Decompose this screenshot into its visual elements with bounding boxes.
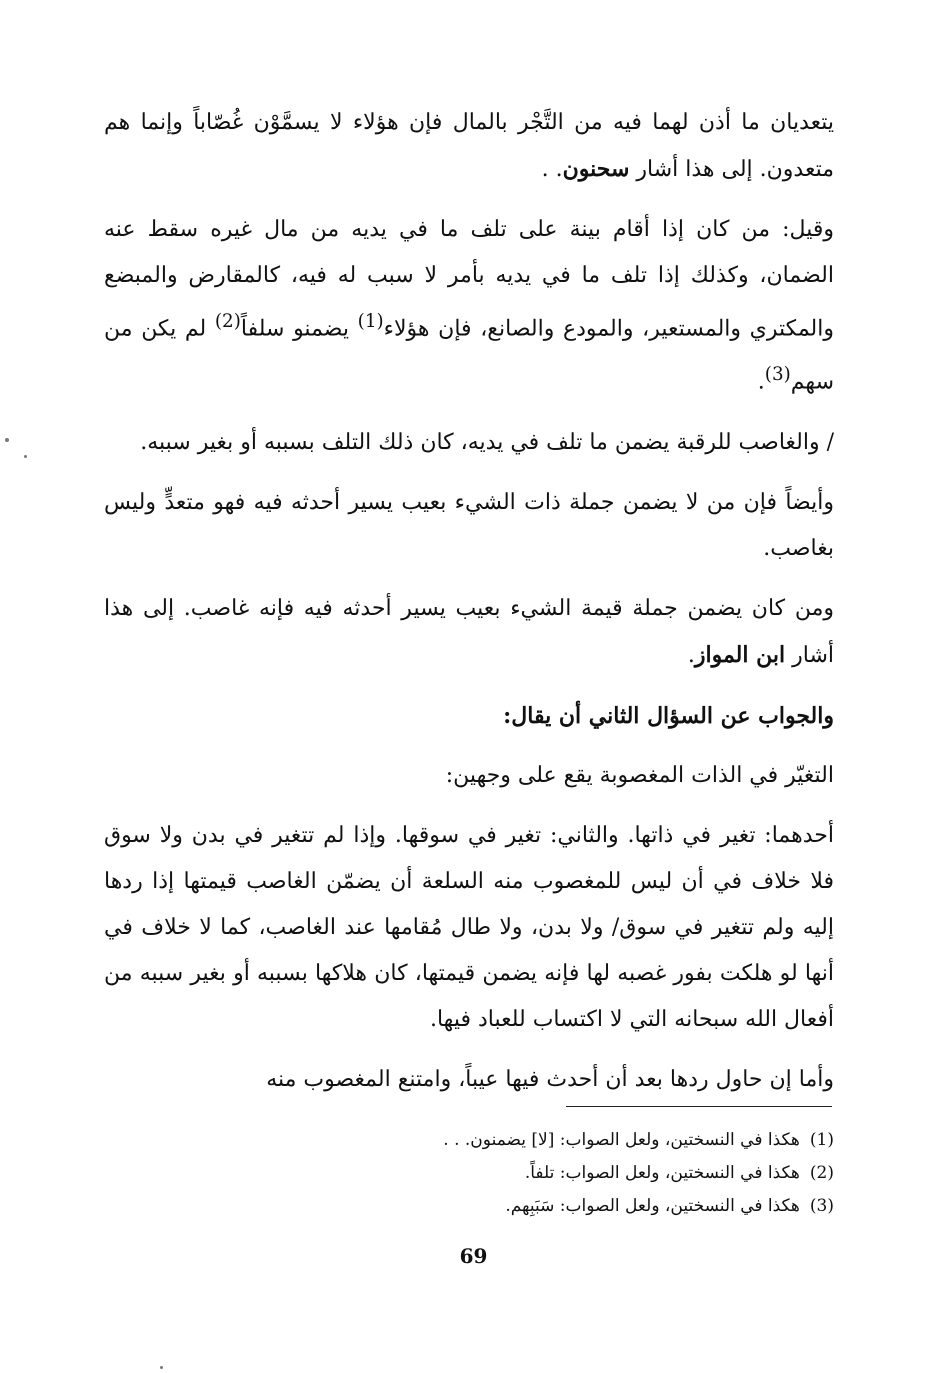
footnote-ref-3: (3): [764, 364, 791, 386]
intro-line: التغيّر في الذات المغصوبة يقع على وجهين:: [445, 762, 834, 788]
paragraph-1: [104, 100, 834, 193]
footnote-3: [104, 1190, 834, 1223]
footnote-1: [104, 1124, 834, 1157]
name-ibn-al-mawwaz: ابن المواز: [694, 641, 786, 668]
paragraph-2-text: وقيل: من كان إذا أقام بينة على تلف ما في يديه من مال غيره سقط عنه الضمان، وكذلك إذا تلف ما في يديه بأمر لا سبب له فيه، كالمقارض والمبضع والمكتري والمستعير، والمودع والصانع، فإن هؤلاء: [104, 217, 834, 342]
page-number: 69: [459, 1244, 488, 1268]
body-paragraph: أحدهما: تغير في ذاتها. والثاني: تغير في سوقها. وإذا لم تتغير في بدن ولا سوق فلا خلاف في أن ليس للمغصوب منه السلعة أن يضمّن الغاصب قيمتها إذا ردها إليه ولم تتغير في سوق/ ولا بدن، ولا طال مُقامها عند الغاصب، كما لا خلاف في أنها لو هلكت بفور غصبه لها فإنه يضمن قيمتها، كان هلاكها بسببه أو بغير سببه من أفعال الله سبحانه التي لا اكتساب للعباد فيها.: [104, 822, 834, 1032]
footnote-2: [104, 1157, 834, 1190]
paragraph-5: [104, 586, 834, 679]
paragraph-2-end: .: [757, 369, 765, 395]
paragraph-1-end: . .: [541, 157, 563, 182]
scan-speck: [160, 1366, 163, 1369]
footnote-1-text: هكذا في النسختين، ولعل الصواب: [لا] يضمنون. . .: [443, 1130, 800, 1150]
paragraph-4: وأيضاً فإن من لا يضمن جملة ذات الشيء بعيب يسير أحدثه فيه فهو متعدٍّ وليس بغاصب.: [104, 489, 834, 561]
scan-speck: [5, 438, 9, 442]
paragraph-5-end: .: [687, 642, 695, 668]
paragraph-1-text: يتعديان ما أذن لهما فيه من التَّجْر بالمال فإن هؤلاء لا يسمَّوْن غُصّاباً وإنما هم متعدون. إلى هذا أشار: [104, 110, 834, 182]
footnotes: [104, 1124, 834, 1223]
footnote-ref-1: (1): [357, 311, 384, 332]
scan-speck: [24, 455, 27, 458]
main-text: [104, 100, 834, 1117]
paragraph-2: [104, 207, 834, 406]
footnote-ref-2: (2): [214, 311, 241, 332]
name-sahnun: سحنون: [562, 156, 630, 182]
footnote-2-number: (2): [809, 1163, 834, 1183]
last-paragraph: وأما إن حاول ردها بعد أن أحدث فيها عيباً، وامتنع المغصوب منه: [266, 1066, 834, 1092]
paragraph-2-tail: لم يكن من سهم: [104, 316, 834, 395]
paragraph-2-mid: يضمنو سلفاً: [240, 316, 358, 342]
paragraph-3: / والغاصب للرقبة يضمن ما تلف في يديه، كان ذلك التلف بسببه أو بغير سببه.: [140, 429, 834, 455]
footnote-2-text: هكذا في النسختين، ولعل الصواب: تلفاً.: [524, 1163, 800, 1183]
paragraph-5-text: ومن كان يضمن جملة قيمة الشيء بعيب يسير أحدثه فيه فإنه غاصب. إلى هذا أشار: [104, 595, 834, 668]
footnote-3-text: هكذا في النسختين، ولعل الصواب: سَبَبِهم.: [505, 1196, 800, 1216]
footnote-3-number: (3): [809, 1196, 834, 1216]
section-heading: والجواب عن السؤال الثاني أن يقال:: [503, 702, 834, 729]
footnote-divider: [566, 1106, 832, 1107]
footnote-1-number: (1): [809, 1130, 834, 1150]
